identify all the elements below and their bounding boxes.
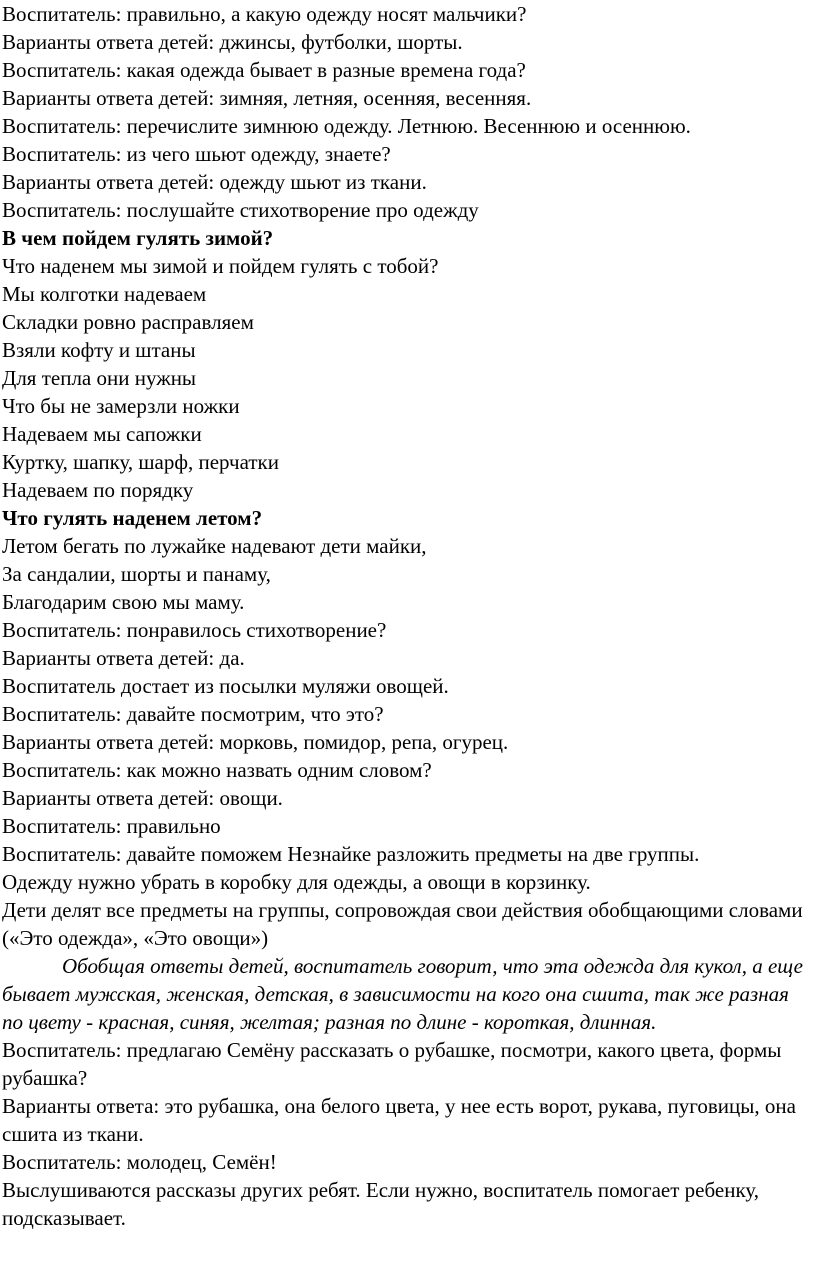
text-line: Воспитатель: правильно, а какую одежду носят мальчики?	[2, 2, 527, 26]
text-line: Воспитатель достает из посылки муляжи овощей.	[2, 674, 449, 698]
text-line: Воспитатель: из чего шьют одежду, знаете?	[2, 142, 391, 166]
text-line: Варианты ответа детей: одежду шьют из ткани.	[2, 170, 427, 194]
poem-line: Взяли кофту и штаны	[2, 338, 196, 362]
poem-title-winter: В чем пойдем гулять зимой?	[2, 226, 274, 250]
poem-line: Куртку, шапку, шарф, перчатки	[2, 450, 279, 474]
text-line: Варианты ответа детей: овощи.	[2, 786, 283, 810]
text-line: Одежду нужно убрать в коробку для одежды, а овощи в корзинку.	[2, 870, 591, 894]
poem-line: За сандалии, шорты и панаму,	[2, 562, 271, 586]
text-line: Варианты ответа детей: зимняя, летняя, осенняя, весенняя.	[2, 86, 532, 110]
text-line: Воспитатель: перечислите зимнюю одежду. Летнюю. Весеннюю и осеннюю.	[2, 114, 691, 138]
poem-title-summer: Что гулять наденем летом?	[2, 506, 263, 530]
text-line: Воспитатель: давайте посмотрим, что это?	[2, 702, 384, 726]
text-line: Воспитатель: давайте поможем Незнайке разложить предметы на две группы.	[2, 842, 700, 866]
text-line: Воспитатель: понравилось стихотворение?	[2, 618, 387, 642]
text-line: Воспитатель: правильно	[2, 814, 221, 838]
shirt-question-paragraph: Воспитатель: предлагаю Семёну рассказать о рубашке, посмотри, какого цвета, формы рубашка?	[2, 1038, 782, 1090]
summary-italic-paragraph: Обобщая ответы детей, воспитатель говорит, что эта одежда для кукол, а еще бывает мужская, женская, детская, в зависимости на кого она сшита, так же разная по цвету - красная, синяя, желтая; разная по длине - короткая, длинная.	[2, 954, 803, 1034]
poem-line: Складки ровно расправляем	[2, 310, 254, 334]
shirt-answer-paragraph: Варианты ответа: это рубашка, она белого цвета, у нее есть ворот, рукава, пуговицы, она сшита из ткани.	[2, 1094, 796, 1146]
poem-line: Надеваем по порядку	[2, 478, 194, 502]
text-line: Воспитатель: как можно назвать одним словом?	[2, 758, 432, 782]
text-line: Варианты ответа детей: джинсы, футболки, шорты.	[2, 30, 463, 54]
text-line: Воспитатель: послушайте стихотворение про одежду	[2, 198, 479, 222]
text-line: Варианты ответа детей: да.	[2, 646, 245, 670]
closing-paragraph: Выслушиваются рассказы других ребят. Если нужно, воспитатель помогает ребенку, подсказывает.	[2, 1178, 760, 1230]
poem-line: Что наденем мы зимой и пойдем гулять с тобой?	[2, 254, 439, 278]
document-page	[2, 0, 814, 1232]
text-line: Воспитатель: какая одежда бывает в разные времена года?	[2, 58, 526, 82]
praise-line: Воспитатель: молодец, Семён!	[2, 1150, 277, 1174]
poem-line: Надеваем мы сапожки	[2, 422, 202, 446]
text-line: Варианты ответа детей: морковь, помидор, репа, огурец.	[2, 730, 509, 754]
poem-line: Благодарим свою мы маму.	[2, 590, 245, 614]
poem-line: Мы колготки надеваем	[2, 282, 207, 306]
poem-line: Летом бегать по лужайке надевают дети майки,	[2, 534, 427, 558]
sorting-paragraph: Дети делят все предметы на группы, сопровождая свои действия обобщающими словами («Это одежда», «Это овощи»)	[2, 898, 803, 950]
poem-line: Для тепла они нужны	[2, 366, 197, 390]
poem-line: Что бы не замерзли ножки	[2, 394, 240, 418]
